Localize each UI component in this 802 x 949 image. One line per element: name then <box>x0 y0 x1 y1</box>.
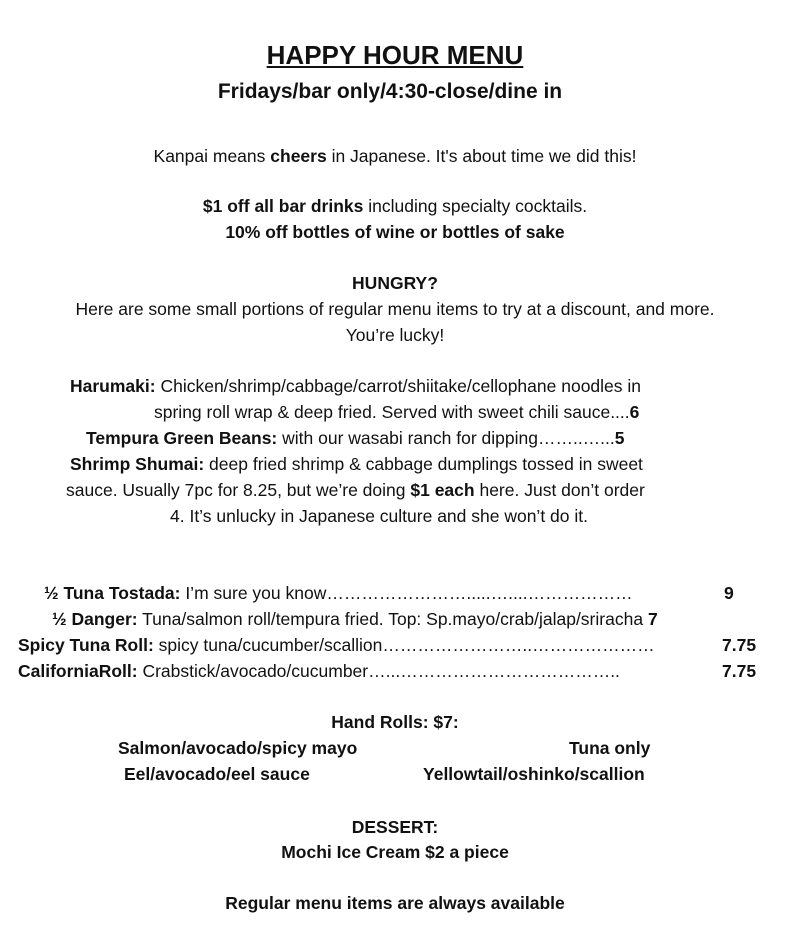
intro-line <box>0 146 790 167</box>
roll-desc: I’m sure you know…………………….....…....……………… <box>180 583 633 603</box>
shumai-desc-1: deep fried shrimp & cabbage dumplings tossed in sweet <box>204 454 643 474</box>
hand-roll-item: Yellowtail/oshinko/scallion <box>423 764 645 784</box>
roll-price: 7.75 <box>722 635 757 655</box>
shumai-line-1 <box>70 454 643 475</box>
harumaki-name: Harumaki: <box>70 376 156 396</box>
roll-price: 9 <box>724 583 734 603</box>
roll-desc: Tuna/salmon roll/tempura fried. Top: Sp.mayo/crab/jalap/sriracha <box>137 609 644 629</box>
roll-name: Spicy Tuna Roll: <box>18 635 154 655</box>
roll-name: ½ Danger: <box>52 609 138 629</box>
harumaki-desc-1: Chicken/shrimp/cabbage/carrot/shiitake/cellophane noodles in <box>155 376 642 396</box>
harumaki-desc-2: spring roll wrap & deep fried. Served with sweet chili sauce.... <box>154 402 630 422</box>
shumai-desc-2b: here. Just don’t order <box>474 480 645 500</box>
shumai-line-2 <box>66 480 645 501</box>
roll-price: 7.75 <box>722 661 757 681</box>
hand-roll-item: Tuna only <box>569 738 651 758</box>
tempura-line <box>86 428 625 449</box>
hungry-line-2: You’re lucky! <box>345 325 445 345</box>
intro-text-after: in Japanese. It's about time we did this! <box>326 146 637 166</box>
roll-danger <box>52 609 658 630</box>
roll-name: CaliforniaRoll: <box>18 661 138 681</box>
menu-title: HAPPY HOUR MENU <box>266 40 524 70</box>
shumai-price-bold: $1 each <box>410 480 475 500</box>
tempura-name: Tempura Green Beans: <box>86 428 278 448</box>
hand-roll-item: Eel/avocado/eel sauce <box>124 764 310 784</box>
roll-price: 7 <box>647 609 658 629</box>
intro-text-bold: cheers <box>270 146 327 166</box>
deal-line-2: 10% off bottles of wine or bottles of sake <box>225 222 565 242</box>
menu-subtitle: Fridays/bar only/4:30-close/dine in <box>217 80 563 103</box>
roll-name: ½ Tuna Tostada: <box>44 583 181 603</box>
deal-1-bold: $1 off all bar drinks <box>202 196 364 216</box>
intro-text-before: Kanpai means <box>153 146 271 166</box>
dessert-item: Mochi Ice Cream $2 a piece <box>281 842 509 862</box>
harumaki-line-1 <box>70 376 641 397</box>
roll-desc: Crabstick/avocado/cucumber…...……………………………….. <box>137 661 620 681</box>
tempura-desc: with our wasabi ranch for dipping……..…... <box>277 428 615 448</box>
harumaki-line-2 <box>154 402 639 423</box>
shumai-desc-2a: sauce. Usually 7pc for 8.25, but we’re doing <box>66 480 411 500</box>
roll-tuna-tostada <box>44 583 633 604</box>
hand-rolls-heading: Hand Rolls: $7: <box>331 712 459 732</box>
roll-spicy-tuna <box>18 635 655 656</box>
shumai-line-3: 4. It’s unlucky in Japanese culture and she won’t do it. <box>170 506 588 526</box>
dessert-heading: DESSERT: <box>351 817 439 837</box>
hungry-heading: HUNGRY? <box>352 273 438 293</box>
deal-line-1 <box>0 196 790 217</box>
footer-note: Regular menu items are always available <box>225 893 565 913</box>
deal-1-rest: including specialty cocktails. <box>363 196 588 216</box>
roll-desc: spicy tuna/cucumber/scallion……………………..………………… <box>153 635 655 655</box>
shumai-name: Shrimp Shumai: <box>70 454 205 474</box>
roll-california <box>18 661 620 682</box>
tempura-price: 5 <box>614 428 625 448</box>
hand-roll-item: Salmon/avocado/spicy mayo <box>118 738 358 758</box>
harumaki-price: 6 <box>629 402 640 422</box>
hungry-line-1: Here are some small portions of regular menu items to try at a discount, and more. <box>75 299 715 319</box>
